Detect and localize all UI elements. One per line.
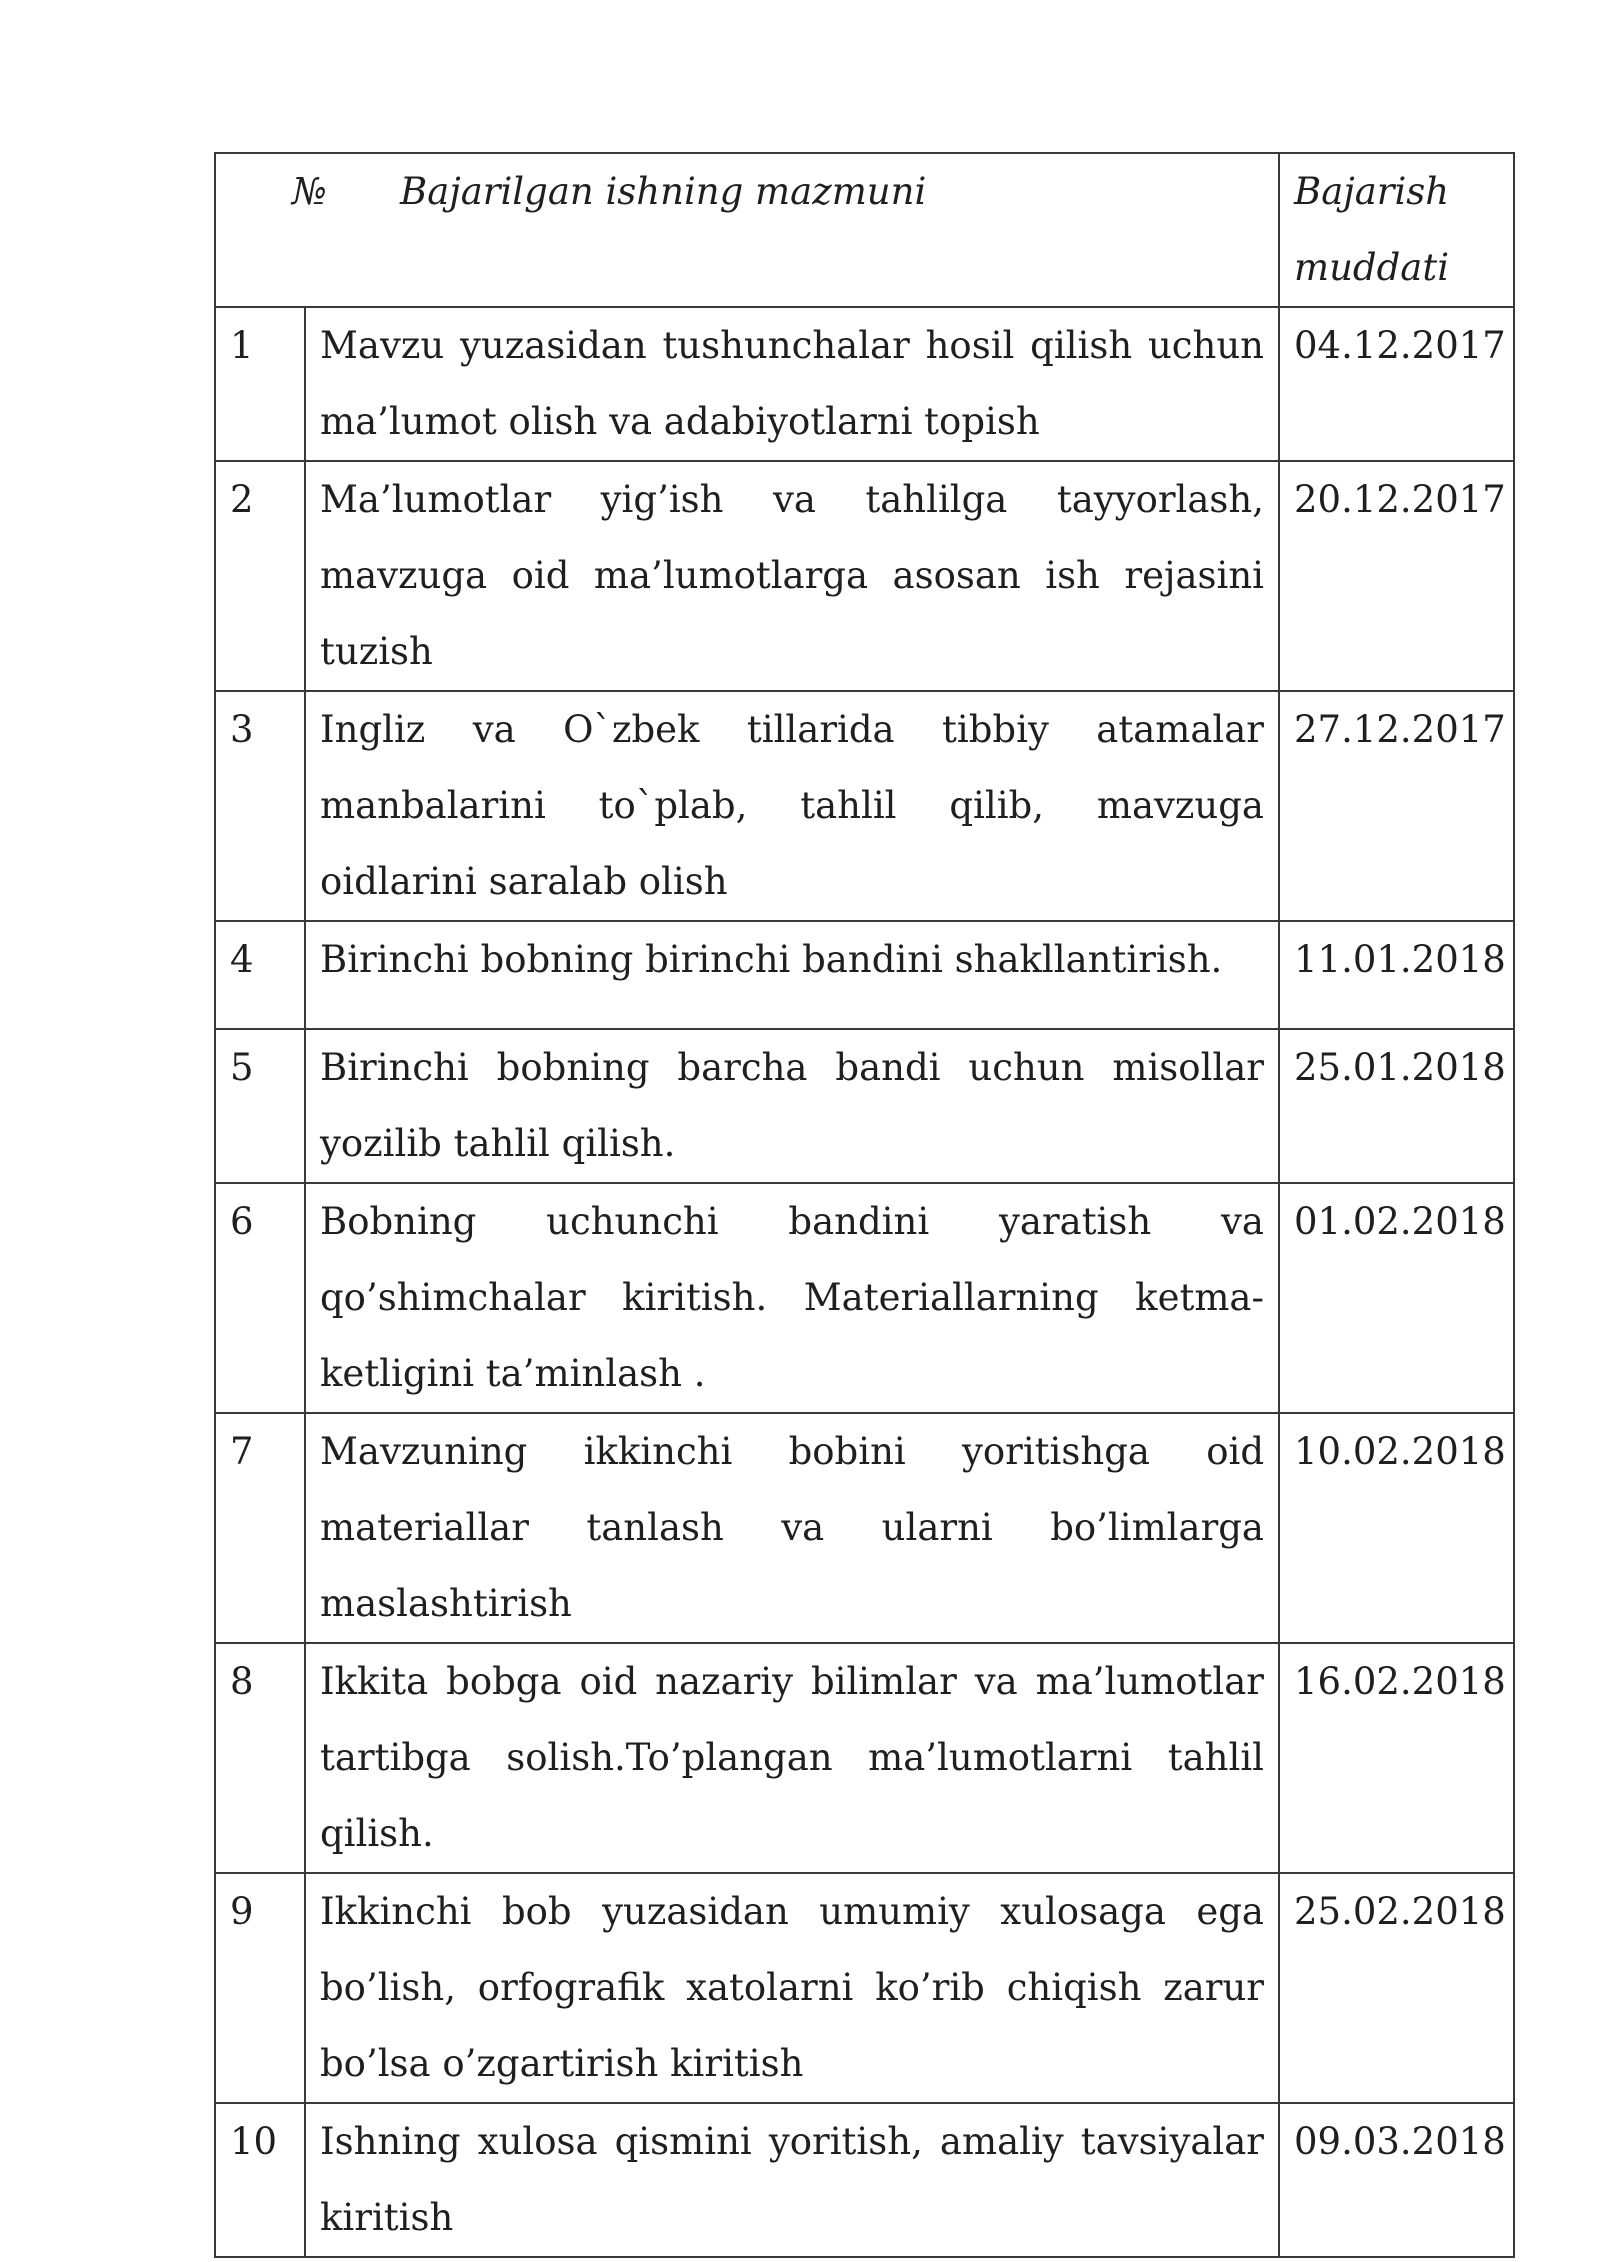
row-date: 01.02.2018	[1279, 1183, 1514, 1413]
row-date: 10.02.2018	[1279, 1413, 1514, 1643]
header-deadline	[1279, 153, 1514, 307]
row-date: 25.01.2018	[1279, 1029, 1514, 1183]
row-description: Mavzu yuzasidan tushunchalar hosil qilish uchun ma’lumot olish va adabiyotlarni topish	[305, 307, 1279, 461]
row-number: 7	[215, 1413, 305, 1643]
header-number: №	[292, 170, 328, 213]
row-description: Bobning uchunchi bandini yaratish va qo’shimchalar kiritish. Materiallarning ketma-ketligini ta’minlash .	[305, 1183, 1279, 1413]
header-number-description-cell	[215, 153, 1279, 307]
table-row	[215, 1029, 1514, 1183]
table-row	[215, 2103, 1514, 2257]
row-description: Ishning xulosa qismini yoritish, amaliy tavsiyalar kiritish	[305, 2103, 1279, 2257]
row-description: Ingliz va O`zbek tillarida tibbiy atamalar manbalarini to`plab, tahlil qilib, mavzuga oidlarini saralab olish	[305, 691, 1279, 921]
row-number: 1	[215, 307, 305, 461]
row-number: 9	[215, 1873, 305, 2103]
row-description: Birinchi bobning barcha bandi uchun misollar yozilib tahlil qilish.	[305, 1029, 1279, 1183]
row-date: 25.02.2018	[1279, 1873, 1514, 2103]
table-row	[215, 307, 1514, 461]
row-date: 16.02.2018	[1279, 1643, 1514, 1873]
row-number: 6	[215, 1183, 305, 1413]
row-date: 09.03.2018	[1279, 2103, 1514, 2257]
row-description: Birinchi bobning birinchi bandini shakllantirish.	[305, 921, 1279, 1029]
row-description: Ikkinchi bob yuzasidan umumiy xulosaga ega bo’lish, orfografik xatolarni ko’rib chiqish zarur bo’lsa o’zgartirish kiritish	[305, 1873, 1279, 2103]
header-deadline-line2: muddati	[1294, 246, 1450, 289]
row-number: 2	[215, 461, 305, 691]
table-row	[215, 691, 1514, 921]
row-number: 5	[215, 1029, 305, 1183]
row-description: Ma’lumotlar yig’ish va tahlilga tayyorlash, mavzuga oid ma’lumotlarga asosan ish rejasini tuzish	[305, 461, 1279, 691]
row-description: Mavzuning ikkinchi bobini yoritishga oid materiallar tanlash va ularni bo’limlarga maslashtirish	[305, 1413, 1279, 1643]
row-number: 4	[215, 921, 305, 1029]
table-header-row	[215, 153, 1514, 307]
row-date: 04.12.2017	[1279, 307, 1514, 461]
row-number: 3	[215, 691, 305, 921]
table-row	[215, 1183, 1514, 1413]
table-row	[215, 1873, 1514, 2103]
header-deadline-line1: Bajarish	[1294, 170, 1450, 213]
table-row	[215, 1643, 1514, 1873]
row-date: 20.12.2017	[1279, 461, 1514, 691]
row-number: 8	[215, 1643, 305, 1873]
table-row	[215, 461, 1514, 691]
header-description: Bajarilgan ishning mazmuni	[400, 170, 927, 213]
row-date: 27.12.2017	[1279, 691, 1514, 921]
row-number: 10	[215, 2103, 305, 2257]
table-row	[215, 921, 1514, 1029]
row-description: Ikkita bobga oid nazariy bilimlar va ma’lumotlar tartibga solish.To’plangan ma’lumotlarni tahlil qilish.	[305, 1643, 1279, 1873]
work-plan-table	[214, 152, 1515, 2258]
row-date: 11.01.2018	[1279, 921, 1514, 1029]
table-row	[215, 1413, 1514, 1643]
